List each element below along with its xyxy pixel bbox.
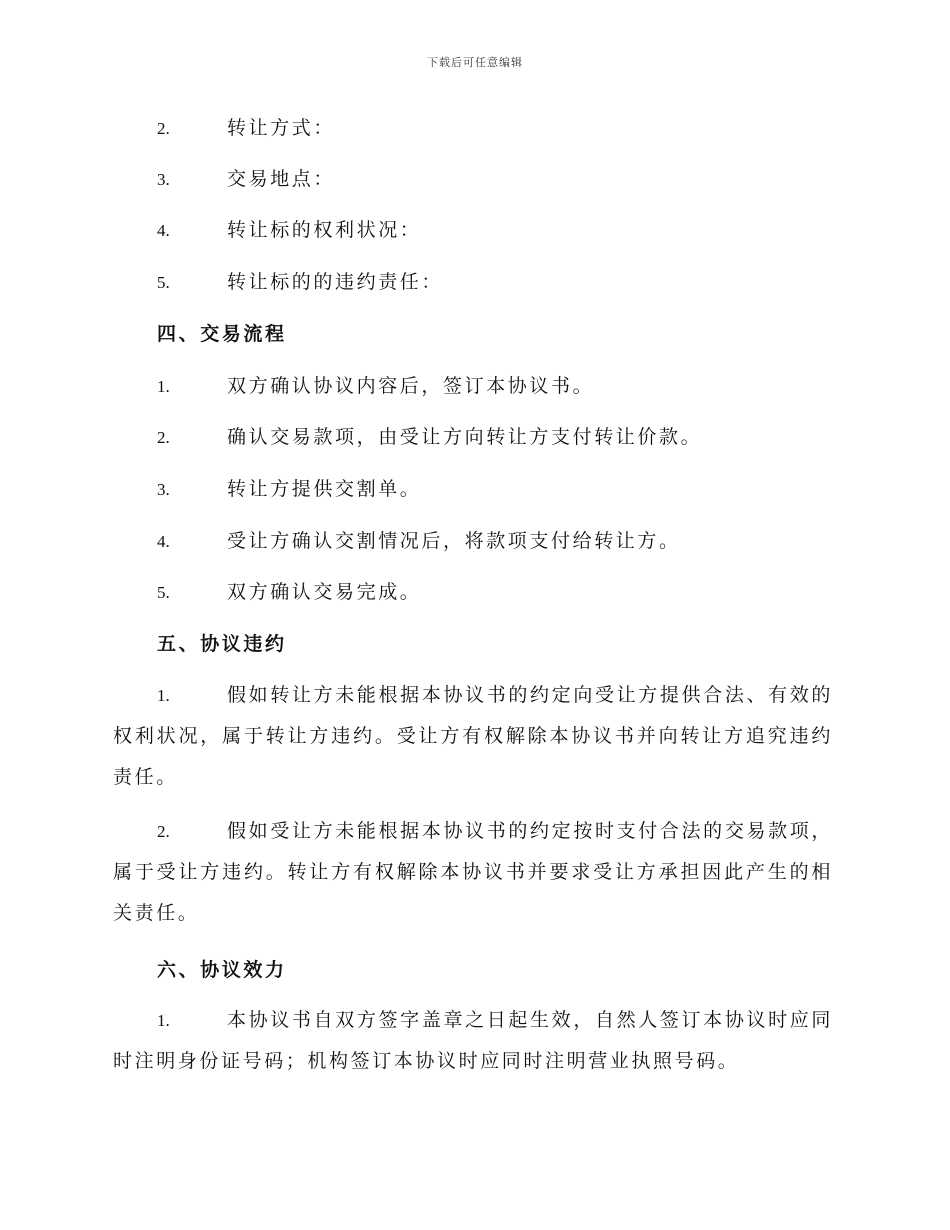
item-number: 4. <box>157 532 170 551</box>
list-item <box>157 373 594 400</box>
item-text: 双方确认协议内容后，签订本协议书。 <box>227 375 595 397</box>
paragraph <box>113 1000 833 1082</box>
paragraph <box>113 675 833 798</box>
list-item <box>157 115 335 142</box>
page-header-note: 下载后可任意编辑 <box>427 56 523 69</box>
item-text: 双方确认交易完成。 <box>227 581 422 603</box>
section-heading: 五、协议违约 <box>157 633 287 655</box>
item-number: 2. <box>157 428 170 447</box>
paragraph-text: 假如转让方未能根据本协议书的约定向受让方提供合法、有效的权利状况，属于转让方违约。受让方有权解除本协议书并向转让方追究违约责任。 <box>113 684 833 788</box>
paragraph-text: 本协议书自双方签字盖章之日起生效，自然人签订本协议时应同时注明身份证号码；机构签订本协议时应同时注明营业执照号码。 <box>113 1009 833 1072</box>
list-item <box>157 476 421 503</box>
item-text: 受让方确认交割情况后，将款项支付给转让方。 <box>227 530 681 552</box>
item-text: 转让方式： <box>227 117 336 139</box>
item-number: 1. <box>157 377 170 396</box>
item-number: 2. <box>157 119 170 138</box>
item-text: 转让标的的违约责任： <box>227 271 444 293</box>
item-text: 交易地点： <box>227 168 336 190</box>
item-number: 3. <box>157 170 170 189</box>
list-item <box>157 166 335 193</box>
section-heading: 六、协议效力 <box>157 959 287 981</box>
item-number: 5. <box>157 583 170 602</box>
paragraph-number: 1. <box>157 1011 170 1030</box>
paragraph-text: 假如受让方未能根据本协议书的约定按时支付合法的交易款项，属于受让方违约。转让方有权解除本协议书并要求受让方承担因此产生的相关责任。 <box>113 820 833 924</box>
list-item <box>157 528 681 555</box>
item-text: 转让方提供交割单。 <box>227 478 422 500</box>
paragraph-number: 2. <box>157 822 170 841</box>
paragraph <box>113 811 833 934</box>
list-item <box>157 217 421 244</box>
section-heading: 四、交易流程 <box>157 323 287 345</box>
list-item <box>157 579 421 606</box>
item-number: 5. <box>157 273 170 292</box>
item-text: 确认交易款项，由受让方向转让方支付转让价款。 <box>227 426 703 448</box>
list-item <box>157 269 443 296</box>
item-number: 3. <box>157 480 170 499</box>
paragraph-number: 1. <box>157 686 170 705</box>
item-number: 4. <box>157 221 170 240</box>
list-item <box>157 424 702 451</box>
item-text: 转让标的权利状况： <box>227 219 422 241</box>
